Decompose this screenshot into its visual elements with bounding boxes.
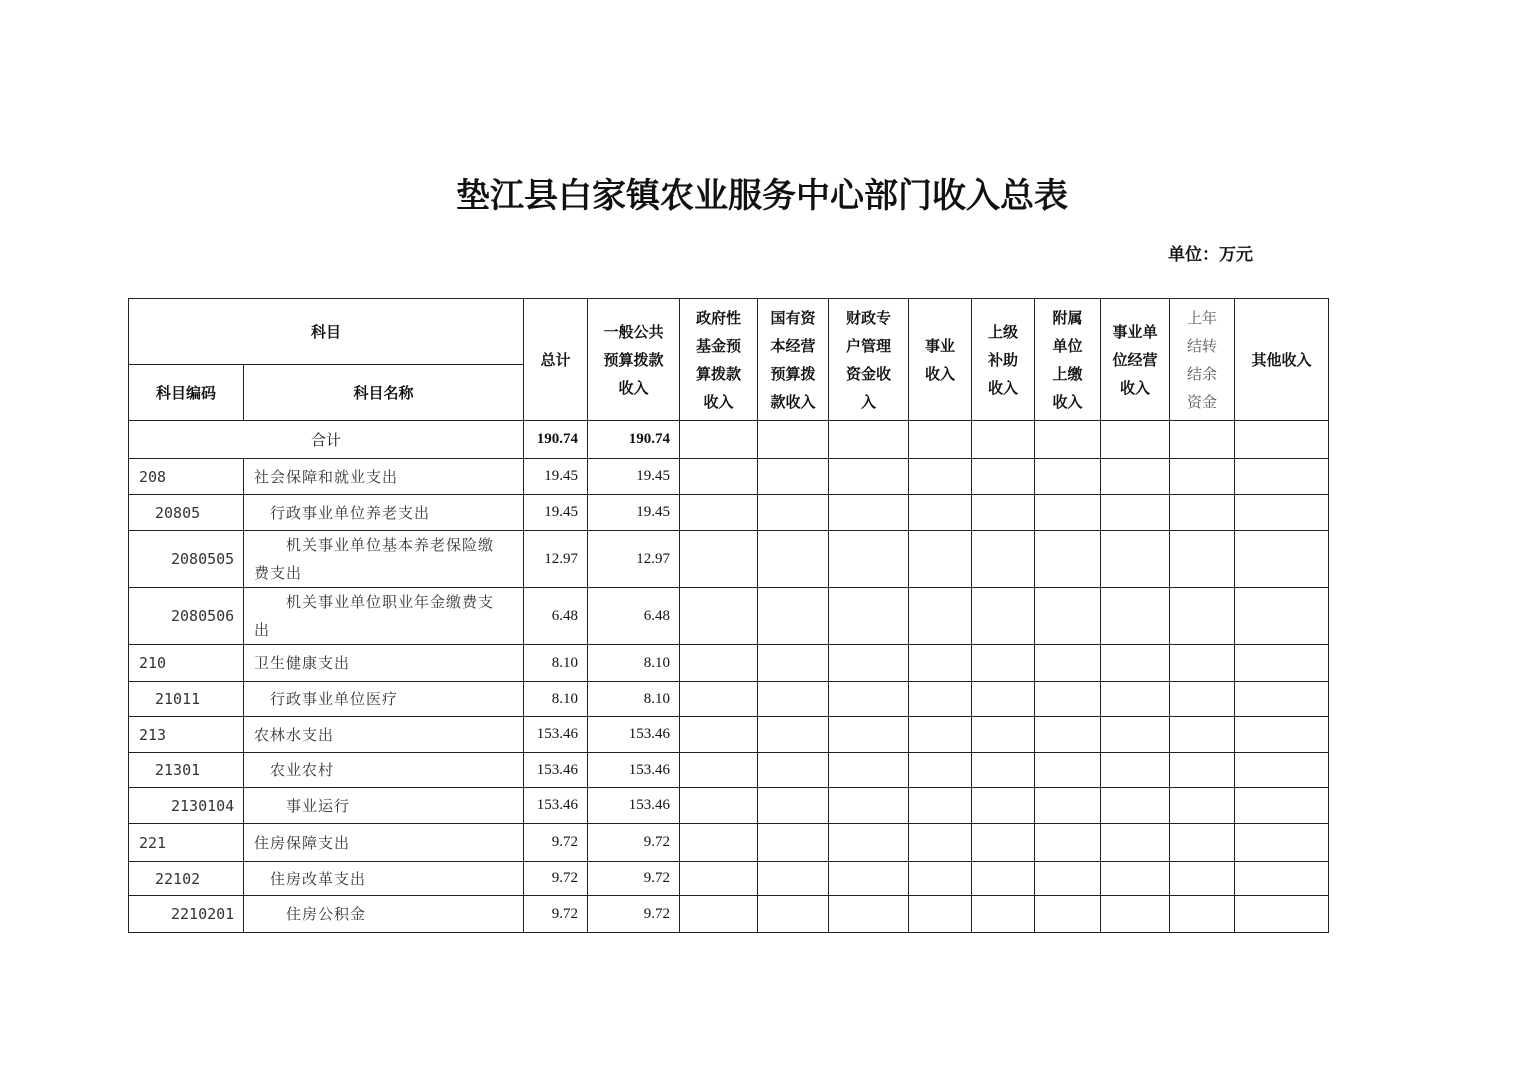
unit-label: 单位：万元 xyxy=(1168,245,1253,265)
row-code: 2080506 xyxy=(129,588,244,645)
row-code: 21301 xyxy=(129,753,244,788)
row-general-budget: 8.10 xyxy=(588,682,680,717)
row-general-budget: 12.97 xyxy=(588,531,680,588)
row-code: 210 xyxy=(129,645,244,682)
table-row xyxy=(129,531,1329,588)
row-code: 2130104 xyxy=(129,788,244,824)
row-total: 8.10 xyxy=(524,682,588,717)
row-total: 19.45 xyxy=(524,459,588,495)
row-total: 153.46 xyxy=(524,717,588,753)
row-general-budget: 9.72 xyxy=(588,862,680,896)
row-code: 213 xyxy=(129,717,244,753)
row-name: 农林水支出 xyxy=(244,717,524,753)
row-total: 8.10 xyxy=(524,645,588,682)
income-summary-table xyxy=(128,298,1329,933)
row-name: 农业农村 xyxy=(244,753,524,788)
header-code: 科目编码 xyxy=(129,365,244,421)
table-row xyxy=(129,588,1329,645)
row-code: 221 xyxy=(129,824,244,862)
header-subject: 科目 xyxy=(129,299,524,365)
row-name: 机关事业单位职业年金缴费支出 xyxy=(244,588,524,645)
row-general-budget: 19.45 xyxy=(588,495,680,531)
row-total: 153.46 xyxy=(524,753,588,788)
table-row xyxy=(129,717,1329,753)
header-superior-subsidy: 上级补助收入 xyxy=(972,299,1035,421)
row-code: 20805 xyxy=(129,495,244,531)
row-name: 事业运行 xyxy=(244,788,524,824)
row-code: 2210201 xyxy=(129,896,244,933)
row-total: 9.72 xyxy=(524,862,588,896)
total-row-total: 190.74 xyxy=(524,421,588,459)
row-name: 机关事业单位基本养老保险缴费支出 xyxy=(244,531,524,588)
header-state-capital: 国有资本经营预算拨款收入 xyxy=(758,299,829,421)
row-total: 9.72 xyxy=(524,896,588,933)
header-prior-year-balance: 上年结转结余资金 xyxy=(1170,299,1235,421)
row-name: 住房改革支出 xyxy=(244,862,524,896)
row-general-budget: 9.72 xyxy=(588,896,680,933)
total-row-general-budget: 190.74 xyxy=(588,421,680,459)
header-affiliated-remit: 附属单位上缴收入 xyxy=(1035,299,1101,421)
row-code: 2080505 xyxy=(129,531,244,588)
row-general-budget: 8.10 xyxy=(588,645,680,682)
row-code: 208 xyxy=(129,459,244,495)
row-general-budget: 153.46 xyxy=(588,788,680,824)
row-name: 住房保障支出 xyxy=(244,824,524,862)
table-row xyxy=(129,645,1329,682)
row-total: 6.48 xyxy=(524,588,588,645)
header-total: 总计 xyxy=(524,299,588,421)
row-total: 9.72 xyxy=(524,824,588,862)
row-code: 21011 xyxy=(129,682,244,717)
row-name: 行政事业单位养老支出 xyxy=(244,495,524,531)
row-general-budget: 9.72 xyxy=(588,824,680,862)
row-name: 社会保障和就业支出 xyxy=(244,459,524,495)
header-fiscal-account: 财政专户管理资金收入 xyxy=(829,299,909,421)
header-business-income: 事业收入 xyxy=(909,299,972,421)
header-other-income: 其他收入 xyxy=(1235,299,1329,421)
row-general-budget: 153.46 xyxy=(588,753,680,788)
table-row xyxy=(129,896,1329,933)
total-label: 合计 xyxy=(129,421,524,459)
table-row xyxy=(129,862,1329,896)
row-total: 19.45 xyxy=(524,495,588,531)
row-total: 153.46 xyxy=(524,788,588,824)
header-general-budget: 一般公共预算拨款收入 xyxy=(588,299,680,421)
header-business-operation: 事业单位经营收入 xyxy=(1101,299,1170,421)
row-code: 22102 xyxy=(129,862,244,896)
row-name: 住房公积金 xyxy=(244,896,524,933)
table-row xyxy=(129,824,1329,862)
row-name: 卫生健康支出 xyxy=(244,645,524,682)
table-row xyxy=(129,495,1329,531)
page-title: 垫江县白家镇农业服务中心部门收入总表 xyxy=(456,176,1068,216)
row-general-budget: 6.48 xyxy=(588,588,680,645)
row-general-budget: 153.46 xyxy=(588,717,680,753)
header-name: 科目名称 xyxy=(244,365,524,421)
total-row xyxy=(129,421,1329,459)
table-row xyxy=(129,788,1329,824)
table-row xyxy=(129,753,1329,788)
row-name: 行政事业单位医疗 xyxy=(244,682,524,717)
table-row xyxy=(129,459,1329,495)
row-total: 12.97 xyxy=(524,531,588,588)
header-gov-fund: 政府性基金预算拨款收入 xyxy=(680,299,758,421)
table-row xyxy=(129,682,1329,717)
row-general-budget: 19.45 xyxy=(588,459,680,495)
